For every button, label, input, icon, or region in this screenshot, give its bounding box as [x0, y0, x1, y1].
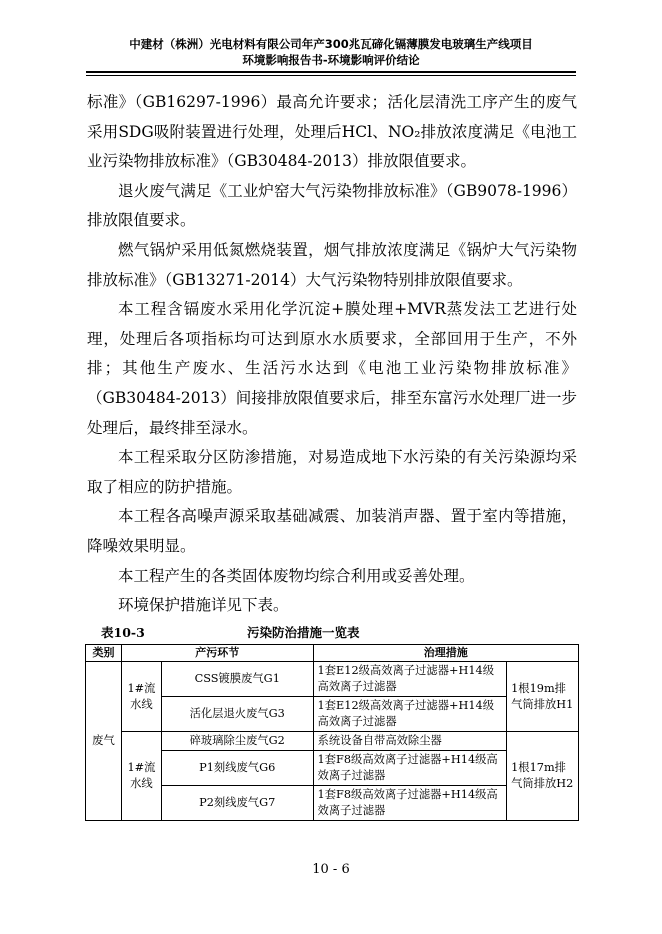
- paragraph: 环境保护措施详见下表。: [118, 596, 289, 615]
- measure-cell: 1套F8级高效离子过滤器+H14级高效离子过滤器: [313, 751, 507, 786]
- source-cell: 活化层退火废气G3: [161, 697, 313, 732]
- header-source: 产污环节: [121, 645, 313, 662]
- category-cell: 废气: [86, 662, 122, 821]
- measure-cell: 系统设备自带高效除尘器: [313, 732, 507, 751]
- source-cell: P1刻线废气G6: [161, 751, 313, 786]
- paragraph: 本工程含镉废水采用化学沉淀+膜处理+MVR蒸发法工艺进行处理，处理后各项指标均可达到原水水质要求，全部回用于生产，不外排；其他生产废水、生活污水达到《电池工业污染物排放标准》（GB30484-2013）间接排放限值要求后，排至东富污水处理厂进一步处理后，最终排至渌水。: [87, 300, 577, 437]
- header-measure: 治理措施: [313, 645, 578, 662]
- table-row: [86, 732, 579, 751]
- paragraph: 退火废气满足《工业炉窑大气污染物排放标准》（GB9078-1996）排放限值要求。: [87, 181, 577, 230]
- paragraph: 本工程采取分区防渗措施，对易造成地下水污染的有关污染源均采取了相应的防护措施。: [87, 448, 577, 496]
- production-line-cell: 1#流水线: [121, 732, 161, 821]
- production-line-cell: 1#流水线: [121, 662, 161, 732]
- body-text: [87, 88, 577, 621]
- pollution-control-table: [85, 644, 579, 821]
- exhaust-cell: 1根19m排气筒排放H1: [507, 662, 579, 732]
- header-project-title: 中建材（株洲）光电材料有限公司年产300兆瓦碲化镉薄膜发电玻璃生产线项目: [129, 37, 533, 51]
- paragraph: 标准》（GB16297-1996）最高允许要求；活化层清洗工序产生的废气采用SDG吸附装置进行处理，处理后HCl、NO₂排放浓度满足《电池工业污染物排放标准》（GB30484-2013）排放限值要求。: [87, 93, 577, 171]
- measure-cell: 1套E12级高效离子过滤器+H14级高效离子过滤器: [313, 697, 507, 732]
- measure-cell: 1套F8级高效离子过滤器+H14级高效离子过滤器: [313, 786, 507, 821]
- source-cell: 碎玻璃除尘废气G2: [161, 732, 313, 751]
- exhaust-cell: 1根17m排气筒排放H2: [507, 732, 579, 821]
- source-cell: P2刻线废气G7: [161, 786, 313, 821]
- source-cell: CSS镀膜废气G1: [161, 662, 313, 697]
- header-section-title: 环境影响报告书-环境影响评价结论: [242, 53, 420, 67]
- paragraph: 本工程各高噪声源采取基础减震、加装消声器、置于室内等措施，降噪效果明显。: [87, 507, 577, 555]
- document-header: [86, 36, 576, 68]
- header-category: 类别: [86, 645, 122, 662]
- table-header-row: [86, 645, 579, 662]
- page-number: 10 - 6: [312, 862, 350, 877]
- header-rule: [86, 71, 576, 76]
- table-caption: [87, 623, 577, 641]
- table-number: 表10-3: [101, 625, 145, 640]
- table-row: [86, 662, 579, 697]
- paragraph: 本工程产生的各类固体废物均综合利用或妥善处理。: [118, 566, 475, 585]
- table-title: 污染防治措施一览表: [247, 625, 360, 640]
- measure-cell: 1套E12级高效离子过滤器+H14级高效离子过滤器: [313, 662, 507, 697]
- paragraph: 燃气锅炉采用低氮燃烧装置，烟气排放浓度满足《锅炉大气污染物排放标准》（GB13271-2014）大气污染物特别排放限值要求。: [87, 240, 577, 289]
